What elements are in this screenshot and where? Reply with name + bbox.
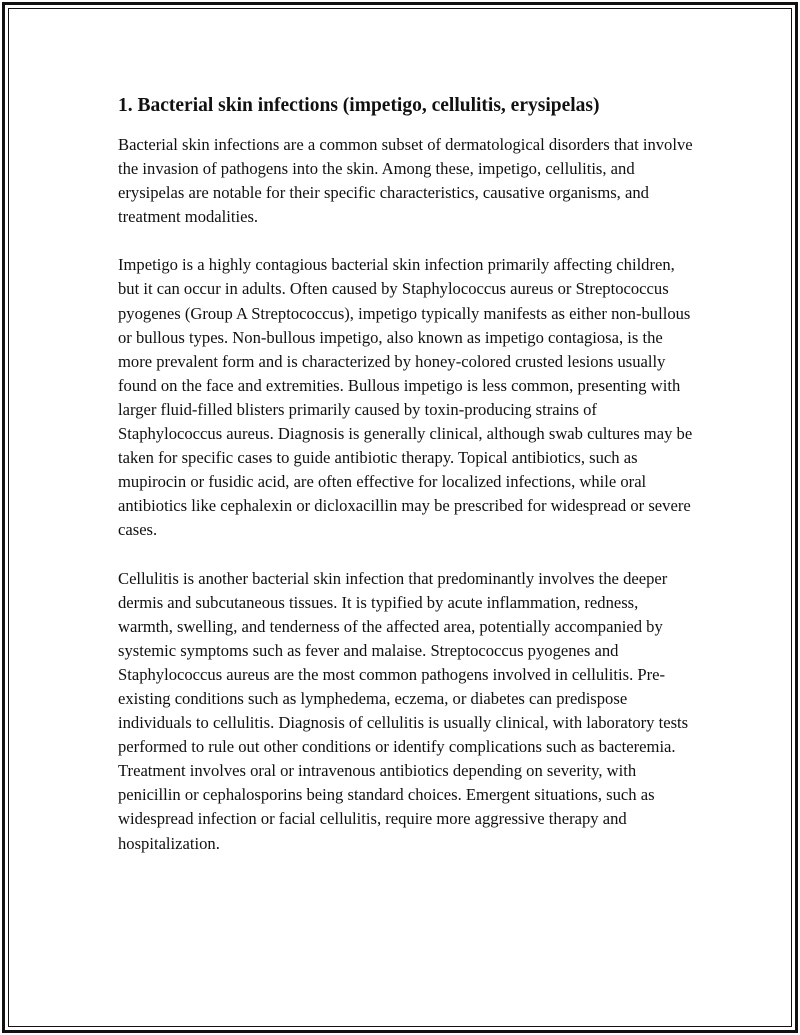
section-heading: 1. Bacterial skin infections (impetigo, cellulitis, erysipelas) [118, 95, 600, 116]
paragraph-intro: Bacterial skin infections are a common subset of dermatological disorders that involve the invasion of pathogens into the skin. Among these, impetigo, cellulitis, and erysipelas are notable for their specific characteristics, causative organisms, and treatment modalities. [118, 135, 693, 227]
paragraph-cellulitis: Cellulitis is another bacterial skin infection that predominantly involves the deeper dermis and subcutaneous tissues. It is typified by acute inflammation, redness, warmth, swelling, and tenderness of the affected area, potentially accompanied by systemic symptoms such as fever and malaise. Streptococcus pyogenes and Staphylococcus aureus are the most common pathogens involved in cellulitis. Pre-existing conditions such as lymphedema, eczema, or diabetes can predispose individuals to cellulitis. Diagnosis of cellulitis is usually clinical, with laboratory tests performed to rule out other conditions or identify complications such as bacteremia. Treatment involves oral or intravenous antibiotics depending on severity, with penicillin or cephalosporins being standard choices. Emergent situations, such as widespread infection or facial cellulitis, require more aggressive therapy and hospitalization. [118, 568, 689, 853]
document-body [118, 93, 693, 880]
paragraph-impetigo: Impetigo is a highly contagious bacterial skin infection primarily affecting children, but it can occur in adults. Often caused by Staphylococcus aureus or Streptococcus pyogenes (Group A Streptococcus), impetigo typically manifests as either non-bullous or bullous types. Non-bullous impetigo, also known as impetigo contagiosa, is the more prevalent form and is characterized by honey-colored crusted lesions usually found on the face and extremities. Bullous impetigo is less common, presenting with larger fluid-filled blisters primarily caused by toxin-producing strains of Staphylococcus aureus. Diagnosis is generally clinical, although swab cultures may be taken for specific cases to guide antibiotic therapy. Topical antibiotics, such as mupirocin or fusidic acid, are often effective for localized infections, while oral antibiotics like cephalexin or dicloxacillin may be prescribed for widespread or severe cases. [118, 255, 693, 540]
